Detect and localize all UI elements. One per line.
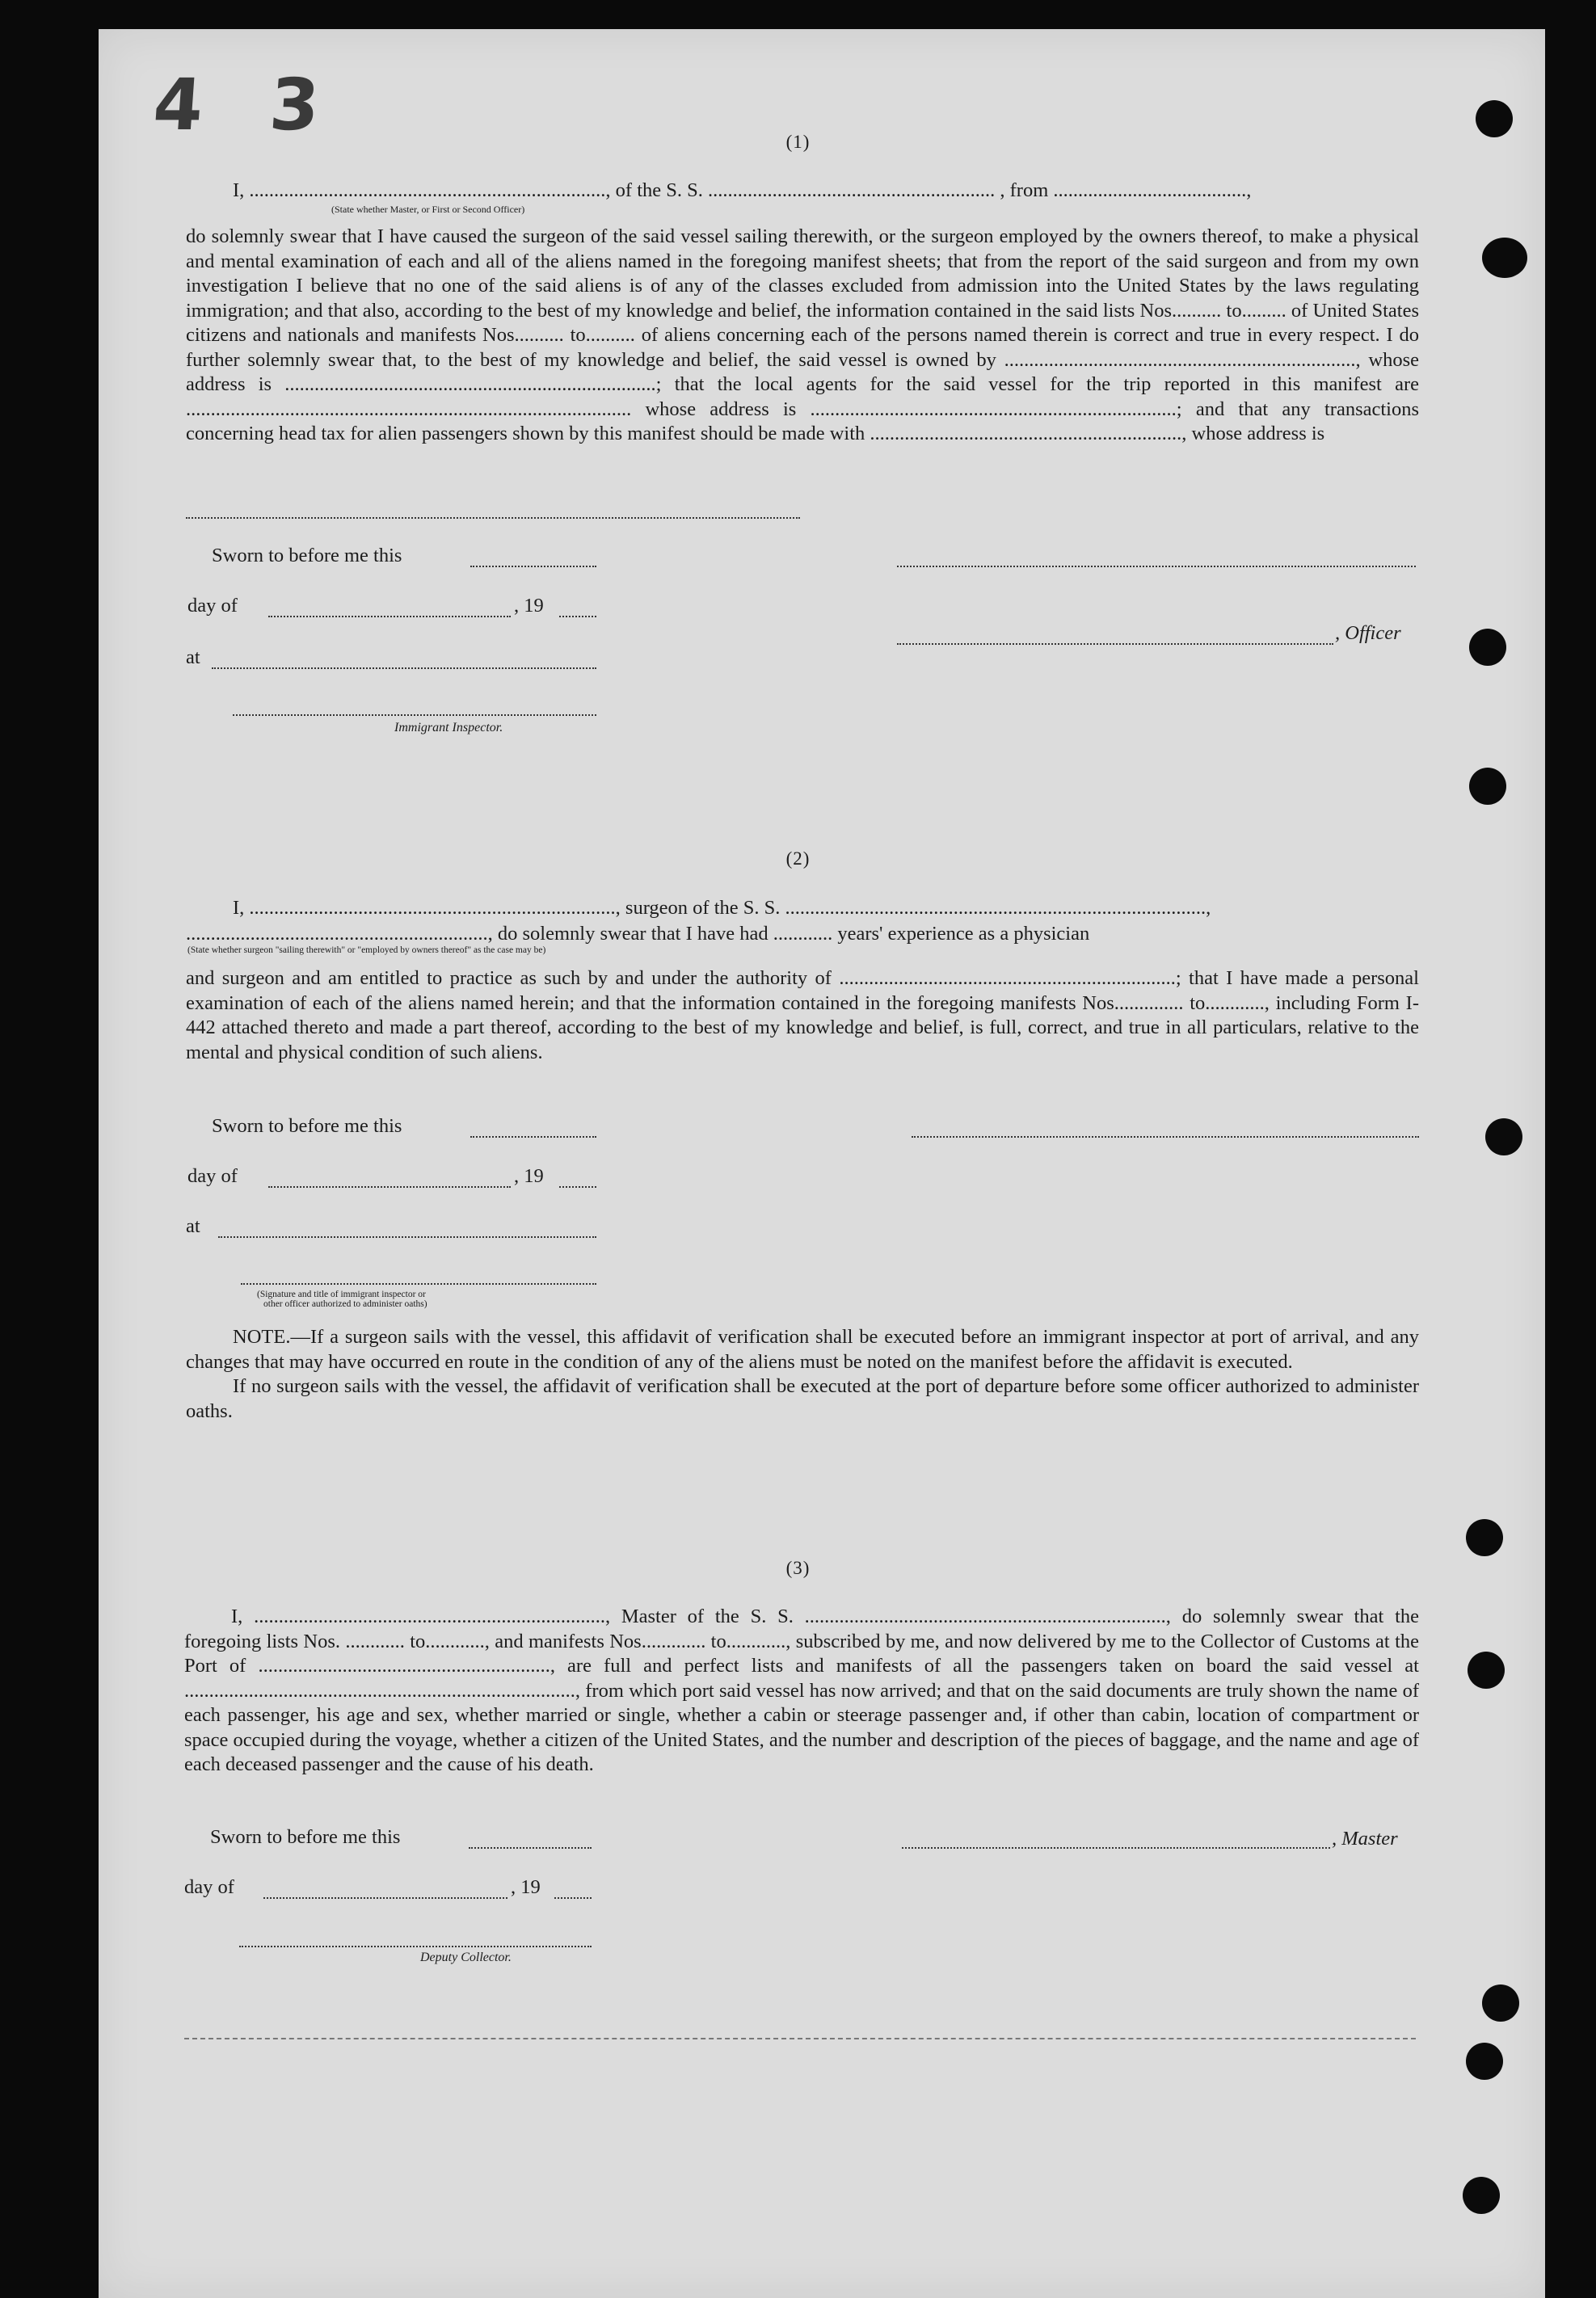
section-1-officer-caption: (State whether Master, or First or Second Officer) [331,204,525,215]
section-2-year-field[interactable] [559,1186,596,1188]
section-2-signature-field[interactable] [912,1136,1419,1138]
section-3-collector-signature-field[interactable] [239,1946,592,1947]
section-2-inspector-signature-field[interactable] [241,1283,596,1285]
section-1-number: (1) [785,132,811,152]
section-2-note-label: NOTE. [233,1326,291,1348]
section-1-sworn-date-field[interactable] [470,566,596,567]
section-1-at-field[interactable] [212,667,596,669]
section-2-day-field[interactable] [268,1186,511,1188]
section-1-sworn-label: Sworn to before me this [212,545,402,566]
section-1-at-label: at [186,646,200,668]
section-2-body-text: and surgeon and am entitled to practice as such by and under the authority of ....................................................................; that I have made a personal examination of each of the aliens named herein; and that the information contained in the foregoing manifests Nos.............. to............, including Form I-442 attached thereto and made a part thereof, according to the best of my knowledge and belief, is full, correct, and true in all particulars, relative to the mental and physical condition of such aliens. [186,967,1419,1063]
punch-hole-icon [1463,2177,1500,2214]
section-1-body-text: do solemnly swear that I have caused the surgeon of the said vessel sailing therewith, or the surgeon employed by the owners thereof, to make a physical and mental examination of each and all of the aliens named in the foregoing manifest sheets; that from the report of the said surgeon and from my own investigation I believe that no one of the said aliens is of any of the classes excluded from admission into the United States by the laws regulating immigration; and that also, according to the best of my knowledge and belief, the information contained in the said lists Nos.......... to......... of United States citizens and nationals and manifests Nos.......... to.......... of aliens concerning each of the persons named therein is correct and true in every respect. I do further solemnly swear that, to the best of my knowledge and belief, the said vessel is owned by ......................................................................., whose address is ...........................................................................; that the local agents for the said vessel for the trip reported in this manifest are .......................................................................................... whose address is ..........................................................................; and that any transactions concerning head tax for alien passengers shown by this manifest should be made with ..............................................................., whose address is [186,225,1419,444]
section-2-note-text: —If a surgeon sails with the vessel, this affidavit of verification shall be executed before an immigrant inspector at port of arrival, and any changes that may have occurred en route in the condition of any of the aliens must be noted on the manifest before the affidavit is executed. [186,1326,1419,1373]
section-3-day-label: day of [184,1876,234,1898]
section-3-sworn-label: Sworn to before me this [210,1826,401,1848]
section-2-note-paragraph [186,1325,1419,1374]
section-2-sworn-date-field[interactable] [470,1136,596,1138]
section-3-day-field[interactable] [263,1897,507,1899]
section-2-surgeon-caption: (State whether surgeon "sailing therewith" or "employed by owners thereof" as the case may be) [187,945,546,955]
section-3-year-label: , 19 [511,1876,541,1898]
section-2-note-text-2: If no surgeon sails with the vessel, the affidavit of verification shall be executed at the port of departure before some officer authorized to administer oaths. [186,1375,1419,1422]
section-3-body [184,1605,1419,1778]
section-1-address-line[interactable] [186,517,800,519]
punch-hole-icon [1469,629,1506,666]
section-1-officer-label: , Officer [1335,622,1401,644]
section-3-master-signature-field[interactable] [902,1847,1330,1849]
handwritten-page-number: 4 3 [150,63,343,146]
section-2-at-field[interactable] [218,1236,596,1238]
punch-hole-icon [1469,768,1506,805]
section-3-master-label: , Master [1332,1828,1398,1850]
bottom-divider [184,2038,1416,2039]
punch-hole-icon [1468,1652,1505,1689]
section-2-signature-caption-1: (Signature and title of immigrant inspector or [257,1290,426,1299]
punch-hole-icon [1485,1118,1522,1155]
punch-hole-icon [1466,2043,1503,2080]
section-3-collector-caption: Deputy Collector. [420,1951,512,1964]
section-1-day-label: day of [187,595,238,617]
punch-hole-icon [1466,1519,1503,1556]
section-2-experience-line: ............................................................., do solemnly swear that I have had ............ years' experience as a physician [186,923,1090,945]
punch-hole-icon [1482,1984,1519,2022]
punch-hole-icon [1482,238,1527,278]
section-3-body-text: I, ......................................................................., Master of the S. S. ........................................................................., do solemnly swear that the foregoing lists Nos. ............ to............, and manifests Nos............. to............, subscribed by me, and now delivered by me to the Collector of Customs at the Port of ..........................................................., are full and perfect lists and manifests of all the passengers taken on board the said vessel at ..............................................................................., from which port said vessel has now arrived; and that on the said documents are truly shown the name of each passenger, his age and sex, whether married or single, whether a cabin or steerage passenger and, if other than cabin, location of compartment or space occupied during the voyage, whether a citizen of the United States, and the number and description of the pieces of baggage, and the name and age of each deceased passenger and the cause of his death. [184,1606,1419,1775]
section-1-inspector-caption: Immigrant Inspector. [394,721,503,734]
section-2-signature-caption-2: other officer authorized to administer oaths) [263,1299,427,1309]
section-2-year-label: , 19 [514,1165,544,1187]
section-1-body [186,225,1419,447]
section-2-sworn-label: Sworn to before me this [212,1115,402,1137]
section-3-sworn-date-field[interactable] [469,1847,592,1849]
section-2-number: (2) [785,848,811,869]
section-1-year-label: , 19 [514,595,544,617]
section-1-signature-field[interactable] [897,566,1416,567]
section-3-year-field[interactable] [554,1897,592,1899]
section-1-inspector-signature-field[interactable] [233,714,596,716]
section-1-officer-field[interactable] [897,643,1333,645]
section-2-note [186,1325,1419,1424]
section-2-at-label: at [186,1215,200,1237]
section-2-body [186,966,1419,1065]
section-1-day-field[interactable] [268,616,511,617]
section-1-oath-line: I, ........................................................................, of the S. S. .......................................................... , from ......................................., [233,179,1252,201]
section-2-oath-line: I, .........................................................................., surgeon of the S. S. ....................................................................................., [233,897,1211,919]
section-1-year-field[interactable] [559,616,596,617]
section-3-number: (3) [785,1558,811,1578]
section-2-day-label: day of [187,1165,238,1187]
